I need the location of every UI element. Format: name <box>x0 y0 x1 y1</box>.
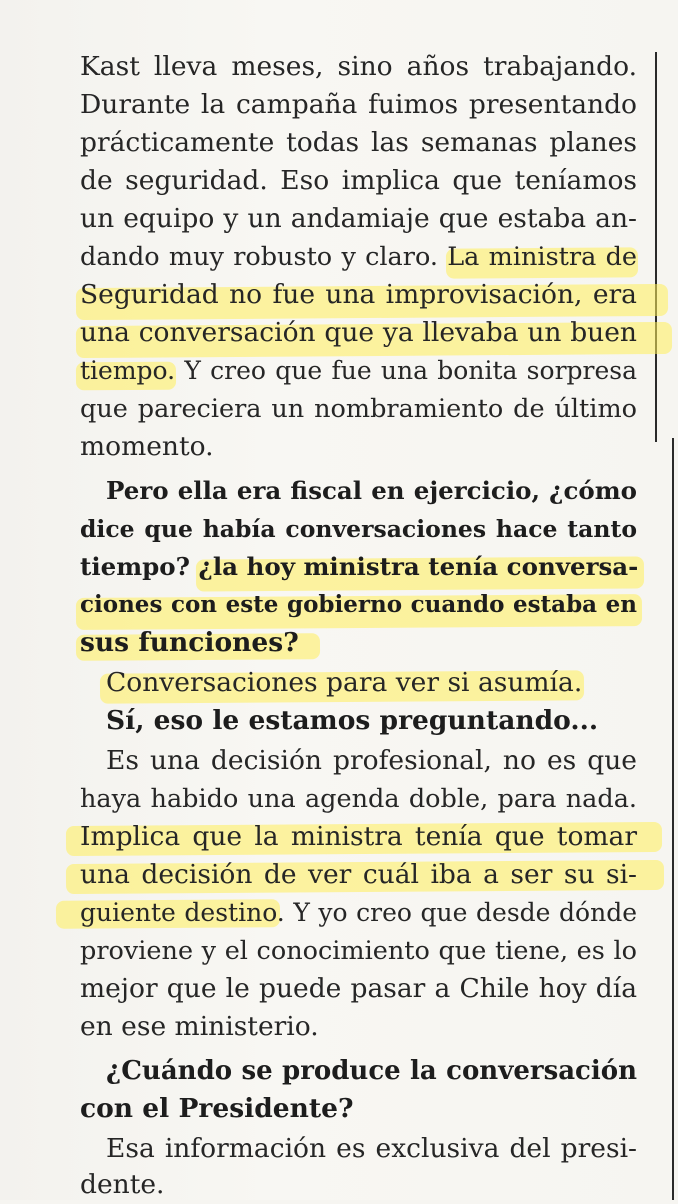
question-line: ciones con este gobierno cuando estaba en <box>80 591 637 618</box>
text-line: Esa información es exclusiva del presi- <box>106 1133 637 1164</box>
text-line: Conversaciones para ver si asumía. <box>106 667 583 698</box>
text-line: Kast lleva meses, sino años trabajando. <box>80 51 637 82</box>
question-line: con el Presidente? <box>80 1093 354 1124</box>
text-line: prácticamente todas las semanas planes <box>80 127 637 158</box>
text-line: Durante la campaña fuimos presentando <box>80 89 637 120</box>
text-line: momento. <box>80 431 214 462</box>
text-line: de seguridad. Eso implica que teníamos <box>80 165 637 196</box>
question-line: Pero ella era fiscal en ejercicio, ¿cómo <box>106 476 637 505</box>
text-line: dente. <box>80 1169 165 1200</box>
column-rule <box>655 52 657 442</box>
text-line: tiempo. Y creo que fue una bonita sorpresa <box>80 356 637 385</box>
text-line: un equipo y un andamiaje que estaba an- <box>80 203 637 234</box>
text-line: mejor que le puede pasar a Chile hoy día <box>80 973 637 1004</box>
question-line: tiempo? ¿la hoy ministra tenía conversa- <box>80 552 639 581</box>
question-line: ¿Cuándo se produce la conversación <box>106 1056 637 1086</box>
text-line: haya habido una agenda doble, para nada. <box>80 784 637 814</box>
question-line: sus funciones? <box>80 627 299 658</box>
text-line: una conversación que ya llevaba un buen <box>80 317 637 348</box>
text-line: guiente destino. Y yo creo que desde dónde <box>80 898 637 927</box>
text-line: en ese ministerio. <box>80 1011 319 1042</box>
text-line: Es una decisión profesional, no es que <box>106 745 637 776</box>
text-line: dando muy robusto y claro. La ministra de <box>80 242 637 272</box>
text-line: una decisión de ver cuál iba a ser su si- <box>80 859 637 890</box>
text-line: que pareciera un nombramiento de último <box>80 394 637 424</box>
text-line: Implica que la ministra tenía que tomar <box>80 821 637 852</box>
question-line: dice que había conversaciones hace tanto <box>80 515 637 543</box>
text-line: Seguridad no fue una improvisación, era <box>80 279 637 310</box>
question-line: Sí, eso le estamos preguntando... <box>106 705 599 736</box>
text-line: proviene y el conocimiento que tiene, es lo <box>80 936 637 966</box>
column-rule <box>672 438 674 1200</box>
